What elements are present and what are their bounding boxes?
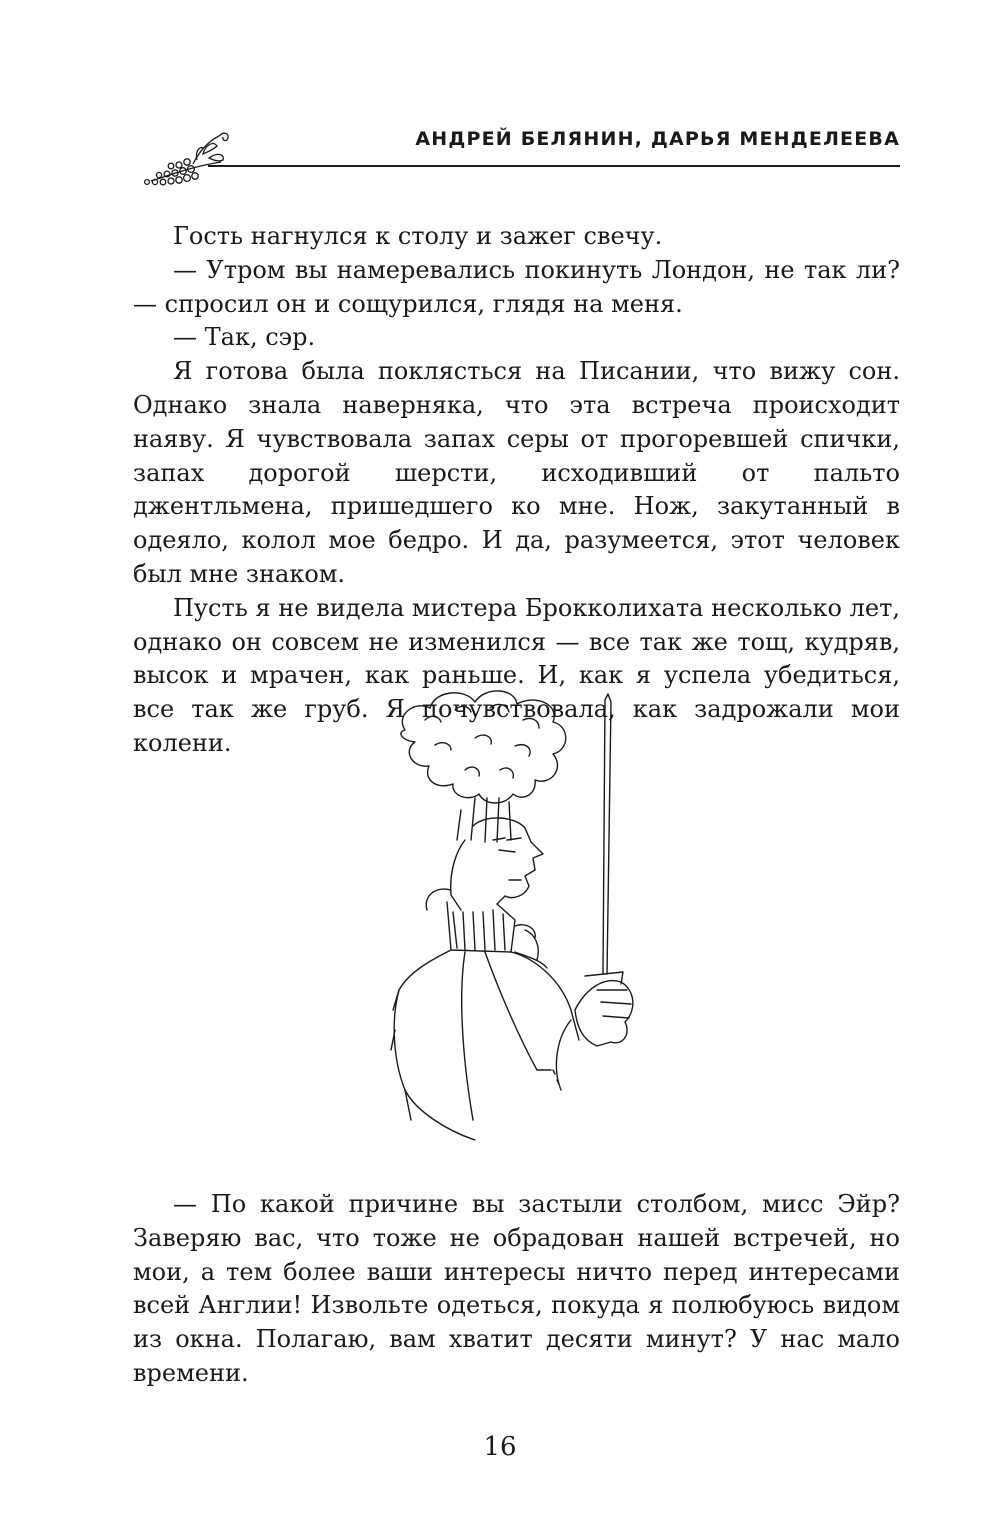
running-title: АНДРЕЙ БЕЛЯНИН, ДАРЬЯ МЕНДЕЛЕЕВА — [415, 128, 900, 150]
body-text-bottom — [133, 1188, 900, 1391]
body-text-top — [133, 220, 900, 761]
paragraph: Пусть я не видела мистера Брокколихата несколько лет, однако он совсем не изменился — все так же тощ, кудряв, высок и мрачен, как раньше. И, как я успела убедиться, все так же груб. Я почувствовала, как задрожали мои колени. — [133, 593, 900, 757]
header-rule — [208, 165, 900, 167]
gentleman-with-sword-sketch-icon — [365, 690, 660, 1160]
paragraph: — Так, сэр. — [173, 323, 316, 352]
running-header — [133, 118, 900, 188]
paragraph: — По какой причине вы застыли столбом, мисс Эйр? Заверяю вас, что тоже не обрадован нашей встречей, но мои, а тем более ваши интересы ничто перед интересами всей Англии! Извольте одеться, покуда я полюбуюсь видом из окна. Полагаю, вам хватит десяти минут? У нас мало времени. — [133, 1190, 900, 1387]
paragraph: — Утром вы намеревались покинуть Лондон, не так ли? — спросил он и сощурился, глядя на меня. — [133, 255, 900, 318]
page-number: 16 — [483, 1432, 517, 1462]
grape-vine-ornament-icon — [133, 118, 233, 188]
paragraph: Гость нагнулся к столу и зажег свечу. — [173, 222, 663, 250]
paragraph: Я готова была поклясться на Писании, что вижу сон. Однако знала наверняка, что эта встреча происходит наяву. Я чувствовала запах серы от прогоревшей спички, запах дорогой шерсти, исходивший от пальто джентльмена, пришедшего ко мне. Нож, закутанный в одеяло, колол мое бедро. И да, разумеется, этот человек был мне знаком. — [133, 357, 900, 588]
